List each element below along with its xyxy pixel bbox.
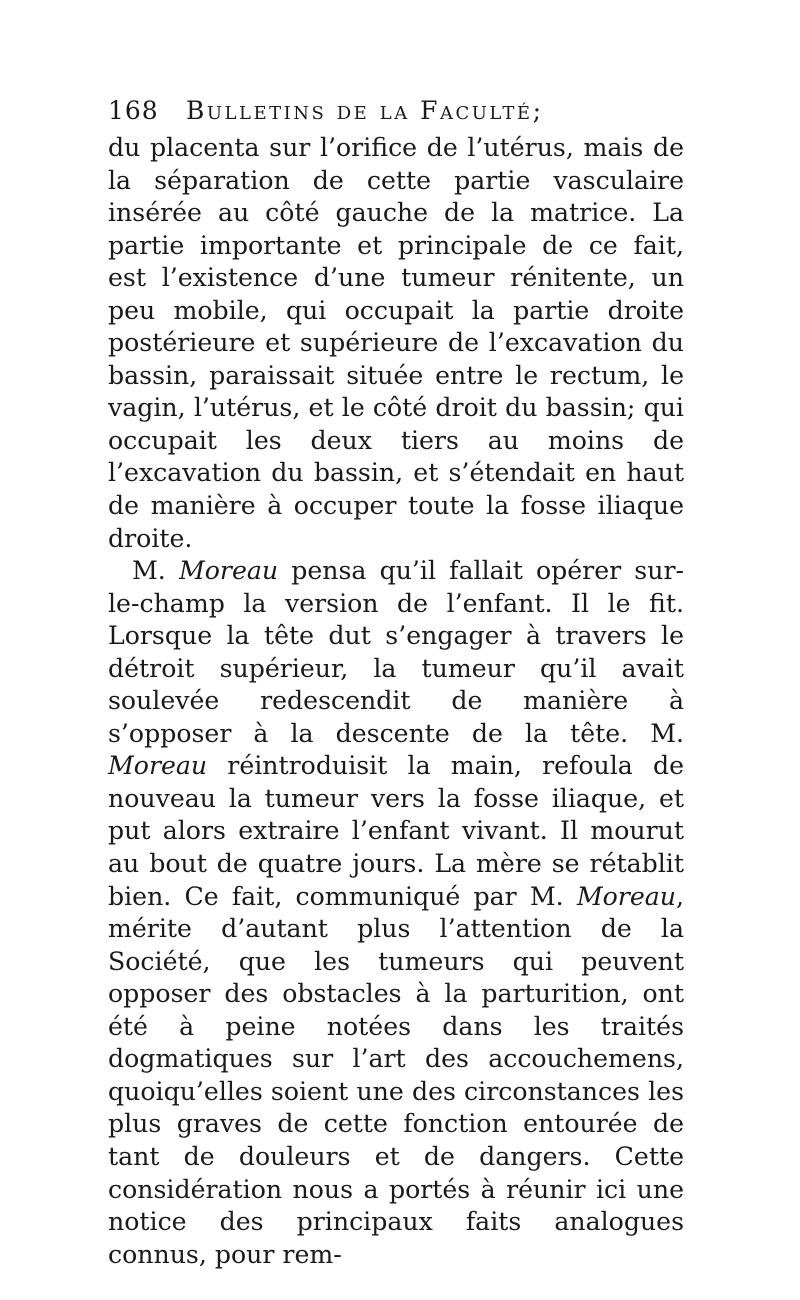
paragraph-1: du placenta sur l’orifice de l’utérus, mais de la séparation de cette partie vasculaire insérée au côté gauche de la matrice. La partie importante et principale de ce fait, est l’existence d’une tumeur rénitente, un peu mobile, qui occupait la partie droite postérieure et supérieure de l’excavation du bassin, paraissait située entre le rectum, le vagin, l’utérus, et le côté droit du bassin; qui occupait les deux tiers au moins de l’excavation du bassin, et s’étendait en haut de manière à occuper toute la fosse iliaque droite. xyxy=(108,133,684,553)
paragraph-2-part-c: réintroduisit la main, refoula de nouveau la tumeur vers la fosse iliaque, et put alors extraire l’enfant vivant. Il mourut au bout de quatre jours. La mère se rétablit bien. Ce fait, communiqué par M. xyxy=(108,751,684,911)
paragraph-2-part-d: , mérite d’autant plus l’attention de la Société, que les tumeurs qui peuvent opposer des obstacles à la parturition, ont été à peine notées dans les traités dogmatiques sur l’art des accouchemens, quoiqu’elles soient une des circonstances les plus graves de cette fonction entourée de tant de douleurs et de dangers. Cette considération nous a portés à réunir ici une notice des principaux faits analogues connus, pour rem- xyxy=(108,881,684,1269)
paragraph-2 xyxy=(108,555,684,1271)
paragraph-2-part-a: M. xyxy=(132,556,179,586)
running-head xyxy=(108,96,684,132)
body-text xyxy=(108,132,684,1271)
document-page xyxy=(108,96,684,1269)
running-title: Bulletins de la Faculté; xyxy=(186,96,544,125)
paragraph-2-part-b: pensa qu’il fallait opérer sur-le-champ la version de l’enfant. Il le fit. Lorsque la tête dut s’engager à travers le détroit supérieur, la tumeur qu’il avait soulevée redescendit de manière à s’opposer à la descente de la tête. M. xyxy=(108,556,684,748)
page-number: 168 xyxy=(108,96,159,125)
name-moreau-2: Moreau xyxy=(108,751,208,781)
name-moreau-1: Moreau xyxy=(178,556,279,586)
name-moreau-3: Moreau xyxy=(576,881,676,911)
